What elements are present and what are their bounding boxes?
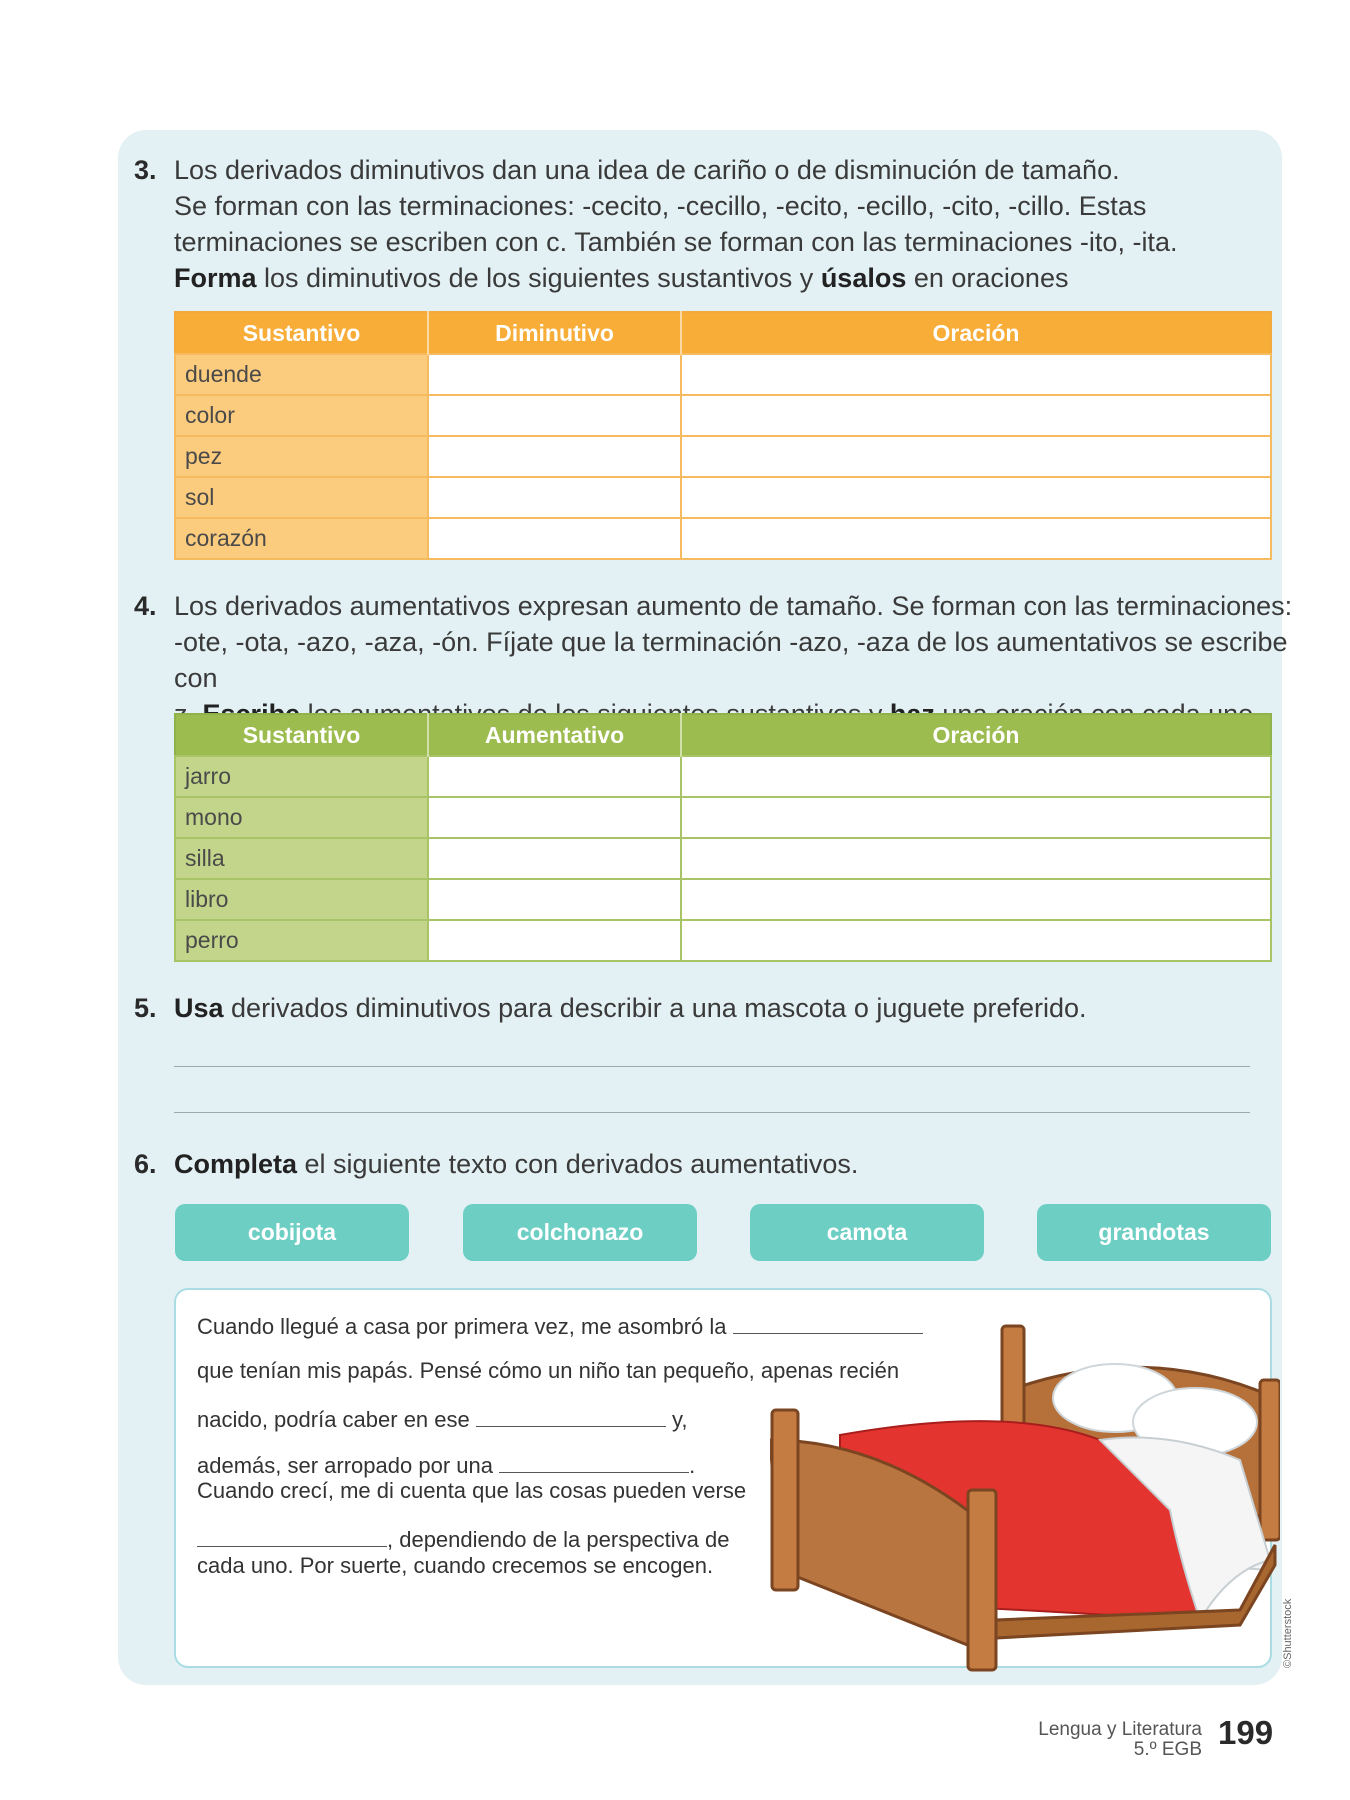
noun-cell: duende	[175, 354, 428, 395]
table-row	[175, 797, 1271, 838]
fill-blank[interactable]	[197, 1524, 387, 1547]
word-chip-grandotas[interactable]: grandotas	[1037, 1204, 1271, 1261]
diminutive-input-cell[interactable]	[428, 354, 681, 395]
instruction-line: Los derivados aumentativos expresan aumento de tamaño. Se forman con las terminaciones:	[174, 591, 1293, 621]
exercise-number: 3.	[134, 155, 157, 185]
exercise-number: 6.	[134, 1149, 157, 1179]
sentence-input-cell[interactable]	[681, 395, 1271, 436]
column-header: Aumentativo	[428, 714, 681, 756]
column-header: Sustantivo	[175, 312, 428, 354]
exercise-6	[134, 1146, 1314, 1182]
diminutive-input-cell[interactable]	[428, 477, 681, 518]
table-row	[175, 518, 1271, 559]
fill-blank[interactable]	[476, 1404, 666, 1427]
exercise-number: 5.	[134, 993, 157, 1023]
writing-line[interactable]	[174, 1112, 1250, 1113]
instruction-line: Completa el siguiente texto con derivados aumentativos.	[174, 1149, 859, 1179]
table-row	[175, 477, 1271, 518]
noun-cell: sol	[175, 477, 428, 518]
bed-illustration	[770, 1320, 1280, 1675]
instruction-line: -ote, -ota, -azo, -aza, -ón. Fíjate que la terminación -azo, -aza de los aumentativos se escribe con	[174, 627, 1288, 693]
table-row	[175, 838, 1271, 879]
exercise-5	[134, 990, 1314, 1026]
augmentative-input-cell[interactable]	[428, 920, 681, 961]
writing-line[interactable]	[174, 1066, 1250, 1067]
table-header	[175, 714, 1271, 756]
footer-subject	[1038, 1720, 1202, 1760]
augmentative-table	[174, 713, 1272, 962]
noun-cell: perro	[175, 920, 428, 961]
noun-cell: corazón	[175, 518, 428, 559]
column-header: Oración	[681, 714, 1271, 756]
table-row	[175, 756, 1271, 797]
sentence-input-cell[interactable]	[681, 477, 1271, 518]
table-row	[175, 395, 1271, 436]
noun-cell: jarro	[175, 756, 428, 797]
story-line: Cuando crecí, me di cuenta que las cosas pueden verse	[197, 1478, 747, 1503]
sentence-input-cell[interactable]	[681, 838, 1271, 879]
story-line: además, ser arropado por una .	[197, 1450, 695, 1479]
noun-cell: libro	[175, 879, 428, 920]
story-line: cada uno. Por suerte, cuando crecemos se encogen.	[197, 1553, 714, 1578]
diminutive-input-cell[interactable]	[428, 518, 681, 559]
exercise-3	[134, 152, 1314, 296]
instruction-line: Forma los diminutivos de los siguientes sustantivos y úsalos en oraciones	[174, 263, 1069, 293]
augmentative-input-cell[interactable]	[428, 879, 681, 920]
diminutive-input-cell[interactable]	[428, 436, 681, 477]
table-row	[175, 354, 1271, 395]
image-credit: ©Shutterstock	[1282, 1598, 1294, 1668]
sentence-input-cell[interactable]	[681, 518, 1271, 559]
column-header: Diminutivo	[428, 312, 681, 354]
fill-blank[interactable]	[499, 1450, 689, 1473]
table-row	[175, 879, 1271, 920]
word-chip-camota[interactable]: camota	[750, 1204, 984, 1261]
noun-cell: pez	[175, 436, 428, 477]
noun-cell: color	[175, 395, 428, 436]
sentence-input-cell[interactable]	[681, 920, 1271, 961]
augmentative-input-cell[interactable]	[428, 838, 681, 879]
page-number: 199	[1218, 1714, 1274, 1751]
sentence-input-cell[interactable]	[681, 879, 1271, 920]
augmentative-input-cell[interactable]	[428, 756, 681, 797]
noun-cell: mono	[175, 797, 428, 838]
sentence-input-cell[interactable]	[681, 436, 1271, 477]
sentence-input-cell[interactable]	[681, 797, 1271, 838]
subject-name: Lengua y Literatura	[1038, 1719, 1202, 1740]
word-chip-cobijota[interactable]: cobijota	[175, 1204, 409, 1261]
diminutive-table	[174, 311, 1272, 560]
augmentative-input-cell[interactable]	[428, 797, 681, 838]
exercise-number: 4.	[134, 591, 157, 621]
sentence-input-cell[interactable]	[681, 756, 1271, 797]
column-header: Sustantivo	[175, 714, 428, 756]
table-row	[175, 436, 1271, 477]
table-header	[175, 312, 1271, 354]
word-chip-colchonazo[interactable]: colchonazo	[463, 1204, 697, 1261]
sentence-input-cell[interactable]	[681, 354, 1271, 395]
grade-level: 5.º EGB	[1133, 1739, 1202, 1760]
instruction-line: Los derivados diminutivos dan una idea de cariño o de disminución de tamaño.	[174, 155, 1120, 185]
table-row	[175, 920, 1271, 961]
story-line: nacido, podría caber en ese y,	[197, 1404, 687, 1433]
story-line: que tenían mis papás. Pensé cómo un niño tan pequeño, apenas recién	[197, 1358, 900, 1383]
instruction-line: Usa derivados diminutivos para describir a una mascota o juguete preferido.	[174, 993, 1087, 1023]
instruction-line: terminaciones se escriben con c. También se forman con las terminaciones -ito, -ita.	[174, 227, 1178, 257]
noun-cell: silla	[175, 838, 428, 879]
diminutive-input-cell[interactable]	[428, 395, 681, 436]
instruction-line: Se forman con las terminaciones: -cecito, -cecillo, -ecito, -ecillo, -cito, -cillo. Estas	[174, 191, 1147, 221]
story-line: , dependiendo de la perspectiva de	[197, 1524, 729, 1553]
story-line: Cuando llegué a casa por primera vez, me asombró la	[197, 1311, 923, 1340]
column-header: Oración	[681, 312, 1271, 354]
exercise-4	[134, 588, 1314, 732]
